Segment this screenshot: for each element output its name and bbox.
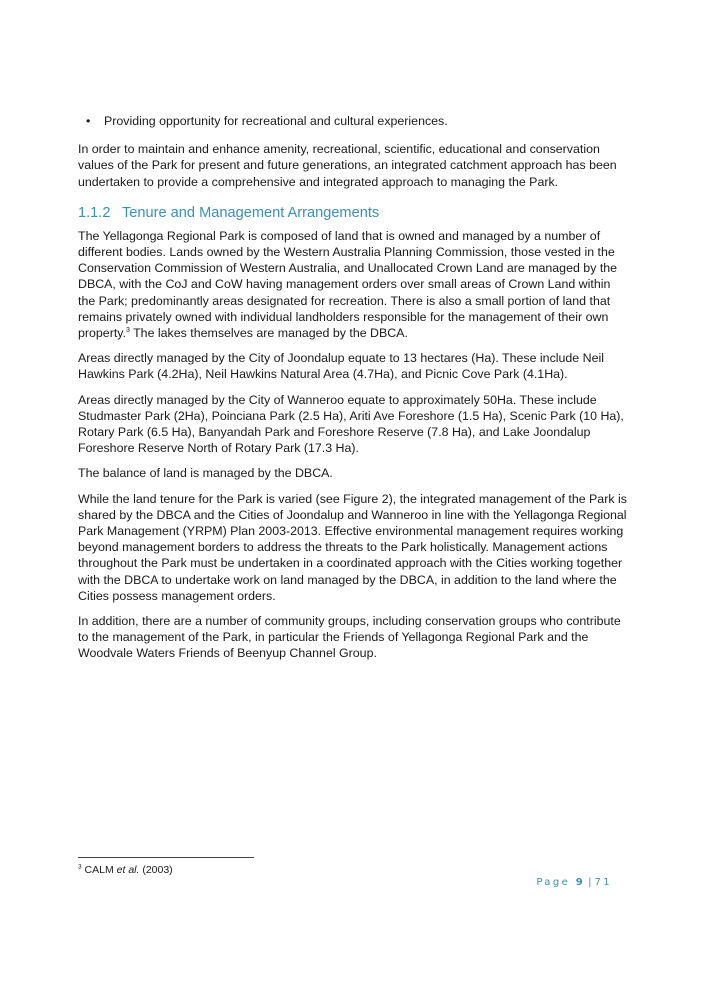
footnote-reference[interactable]: 3 (125, 326, 130, 334)
paragraph-wanneroo: Areas directly managed by the City of Wanneroo equate to approximately 50Ha. These include Studmaster Park (2Ha), Poinciana Park (2.5 Ha), Ariti Ave Foreshore (1.5 Ha), Scenic Park (10 Ha), Rotary Park (6.5 Ha), Banyandah Park and Foreshore Reserve (7.8 Ha), and Lake Joondalup Foreshore Reserve North of Rotary Park (17.3 Ha). (78, 392, 624, 456)
bullet-item (78, 113, 630, 129)
page-separator: | (588, 877, 592, 888)
section-heading (78, 204, 630, 222)
paragraph-community: In addition, there are a number of community groups, including conservation groups who contribute to the management of the Park, in particular the Friends of Yellagonga Regional Park and the Woodvale Waters Friends of Beenyup Channel Group. (78, 614, 621, 661)
section-number: 1.1.2 (78, 204, 111, 221)
section-title: Tenure and Management Arrangements (122, 204, 380, 221)
paragraph-balance: The balance of land is managed by the DBCA. (78, 466, 333, 481)
paragraph-tenure (78, 228, 630, 341)
paragraph-joondalup: Areas directly managed by the City of Joondalup equate to 13 hectares (Ha). These include Neil Hawkins Park (4.2Ha), Neil Hawkins Natural Area (4.7Ha), and Picnic Cove Park (4.1Ha). (78, 351, 604, 382)
footnote (78, 864, 173, 877)
intro-paragraph: In order to maintain and enhance amenity, recreational, scientific, educational and conservation values of the Park for present and future generations, an integrated catchment approach has been undertaken to provide a comprehensive and integrated approach to managing the Park. (78, 142, 617, 189)
bullet-text: Providing opportunity for recreational and cultural experiences. (104, 114, 448, 128)
paragraph-management: While the land tenure for the Park is varied (see Figure 2), the integrated management of the Park is shared by the DBCA and the Cities of Joondalup and Wanneroo in line with the Yellagonga Regional Park Management (YRPM) Plan 2003-2013. Effective environmental management requires working beyond management borders to address the threats to the Park holistically. Management actions throughout the Park must be undertaken in a coordinated approach with the Cities working together with the DBCA to undertake work on land managed by the DBCA, in addition to the land where the Cities possess management orders. (78, 491, 627, 603)
page-label: Page (536, 877, 571, 888)
footnote-year: (2003) (139, 864, 173, 876)
footnote-divider (78, 857, 254, 858)
document-body (78, 113, 630, 671)
page-total: 71 (594, 877, 612, 888)
footnote-marker: 3 (78, 863, 82, 871)
paragraph-tenure-end: The lakes themselves are managed by the DBCA. (129, 326, 408, 341)
footnote-etal: et al. (116, 864, 140, 876)
page-number (536, 877, 612, 888)
paragraph-tenure-text: The Yellagonga Regional Park is composed of land that is owned and managed by a number of different bodies. Lands owned by the Western Australia Planning Commission, those vested in the Conservation Commission of Western Australia, and Unallocated Crown Land are managed by the DBCA, with the CoJ and CoW having management orders over small areas of Crown Land within the Park; predominantly areas designated for recreation. There is also a small portion of land that remains privately owned with individual landholders responsible for the management of their own property. (78, 228, 618, 341)
page-current: 9 (575, 877, 586, 888)
footnote-author: CALM (84, 864, 117, 876)
bullet-icon: • (86, 114, 91, 128)
